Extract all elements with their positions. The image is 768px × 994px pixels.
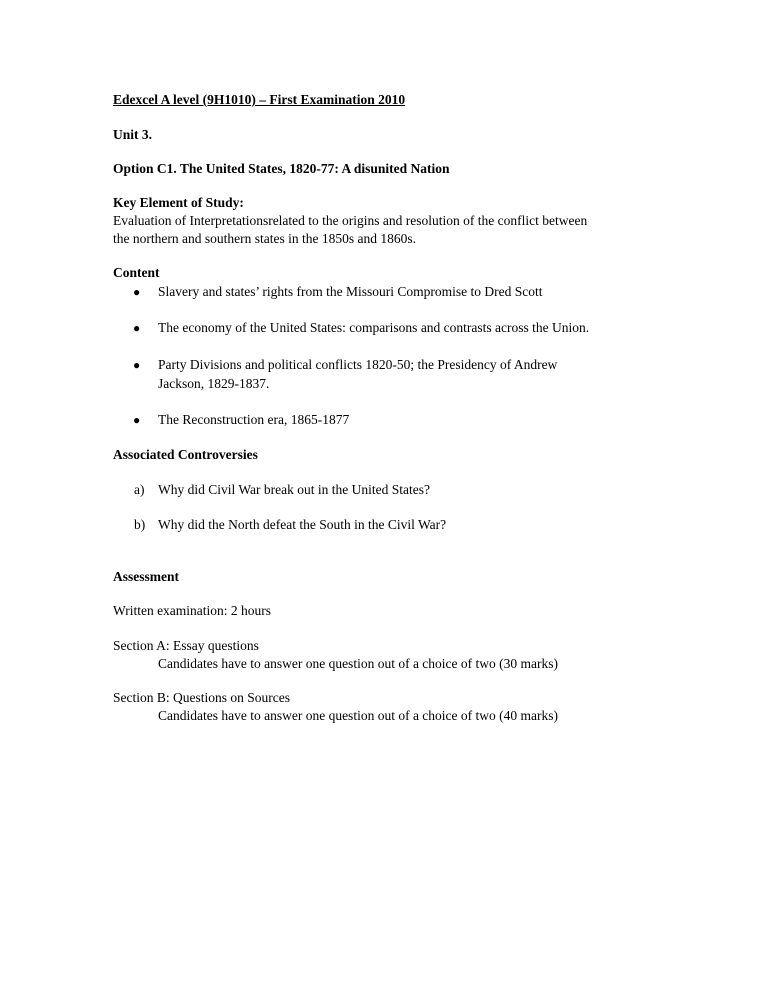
section-a-detail: Candidates have to answer one question out of a choice of two (30 marks) — [158, 656, 559, 671]
bullet-icon: ● — [133, 413, 141, 427]
option-heading: Option C1. The United States, 1820-77: A disunited Nation — [113, 161, 450, 176]
section-a-title: Section A: Essay questions — [113, 638, 259, 653]
key-element-text-line-1: Evaluation of Interpretationsrelated to the origins and resolution of the conflict between — [113, 213, 588, 228]
controversy-item-a: Why did Civil War break out in the United States? — [158, 482, 430, 497]
document-title: Edexcel A level (9H1010) – First Examination 2010 — [113, 92, 406, 107]
content-item-2: The economy of the United States: comparisons and contrasts across the Union. — [158, 320, 590, 335]
list-marker: b) — [134, 517, 146, 532]
list-marker: a) — [134, 482, 145, 497]
written-exam-text: Written examination: 2 hours — [113, 603, 272, 618]
content-item-3-line-2: Jackson, 1829-1837. — [158, 376, 270, 391]
content-item-3-line-1: Party Divisions and political conflicts 1820-50; the Presidency of Andrew — [158, 357, 558, 372]
bullet-icon: ● — [133, 321, 141, 335]
key-element-heading: Key Element of Study: — [113, 195, 244, 210]
content-heading: Content — [113, 265, 160, 280]
section-b-title: Section B: Questions on Sources — [113, 690, 290, 705]
controversies-heading: Associated Controversies — [113, 447, 258, 462]
key-element-text-line-2: the northern and southern states in the 1850s and 1860s. — [113, 231, 416, 246]
content-item-1: Slavery and states’ rights from the Missouri Compromise to Dred Scott — [158, 284, 543, 299]
assessment-heading: Assessment — [113, 569, 179, 584]
section-b-detail: Candidates have to answer one question out of a choice of two (40 marks) — [158, 708, 559, 723]
bullet-icon: ● — [133, 285, 141, 299]
unit-heading: Unit 3. — [113, 127, 153, 142]
bullet-icon: ● — [133, 358, 141, 372]
content-item-4: The Reconstruction era, 1865-1877 — [158, 412, 350, 427]
controversy-item-b: Why did the North defeat the South in the Civil War? — [158, 517, 447, 532]
